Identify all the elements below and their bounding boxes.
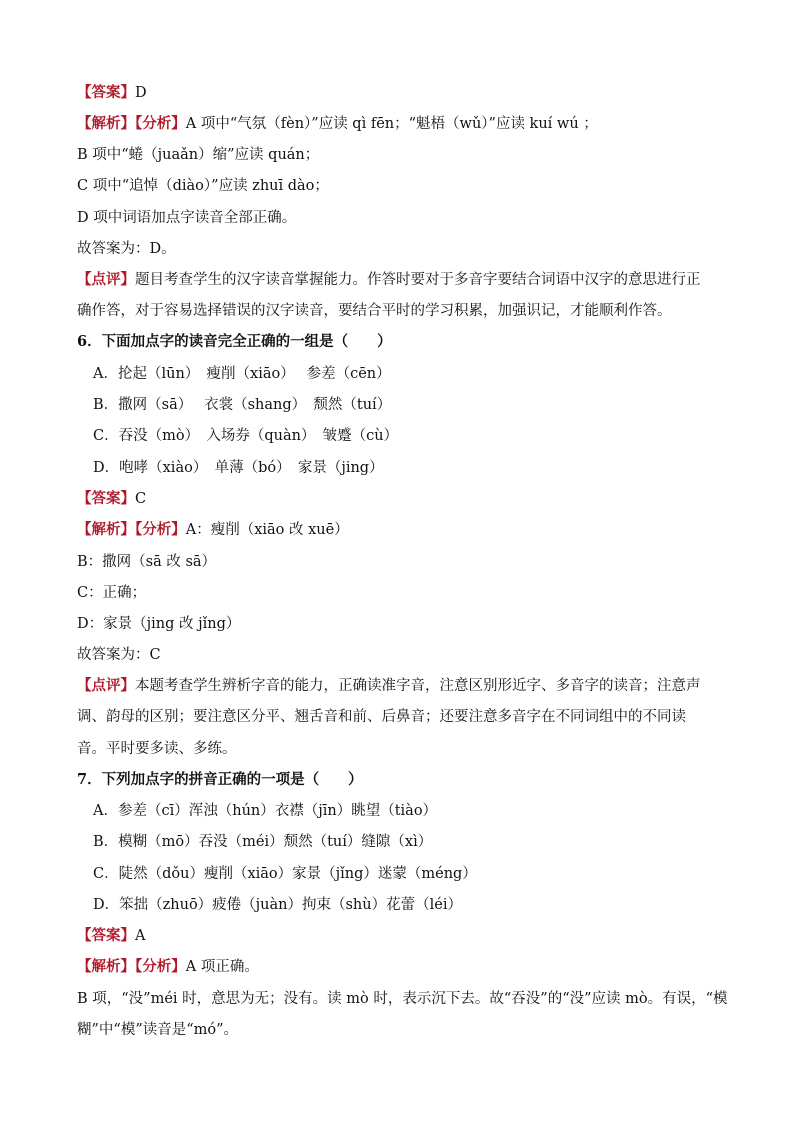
text-line [77, 114, 724, 134]
text-line [77, 614, 724, 634]
section-tag: 【解析】【分析】 [77, 958, 186, 975]
line-text: D．咆哮（xiào） 单薄（bó） 家景（jing） [93, 460, 384, 476]
answer-option [93, 832, 724, 852]
answer-option [93, 864, 724, 884]
line-text: D：家景（jing 改 jǐng） [77, 616, 241, 632]
answer-option [93, 458, 724, 478]
answer-option [93, 426, 724, 446]
answer-option [93, 395, 724, 415]
line-text: C：正确； [77, 585, 147, 601]
section-tag: 【点评】 [77, 677, 135, 694]
section-tag: 【解析】【分析】 [77, 115, 186, 132]
line-text: 故答案为：D。 [77, 241, 176, 257]
line-text: C 项中“追悼（diào）”应读 zhuī dào； [77, 178, 329, 194]
line-text: 本题考查学生辨析字音的能力，正确读准字音，注意区别形近字、多音字的读音；注意声 [135, 678, 701, 694]
line-text: B．模糊（mō）吞没（méi）颓然（tuí）缝隙（xì） [93, 834, 433, 850]
line-text: B：撒网（sā 改 sā） [77, 554, 217, 570]
line-text: 7．下列加点字的拼音正确的一项是（ ） [77, 771, 363, 788]
text-line [77, 739, 724, 759]
text-line [77, 707, 724, 727]
text-line [77, 583, 724, 603]
answer-option [93, 895, 724, 915]
line-text: A 项中“气氛（fèn）”应读 qì fēn；“魁梧（wǔ）”应读 kuí wú ； [185, 116, 598, 132]
line-text: 故答案为：C [77, 647, 161, 663]
section-tag: 【答案】 [77, 490, 135, 507]
text-line [77, 489, 724, 509]
text-line [77, 270, 724, 290]
line-text: A 项正确。 [185, 959, 259, 975]
line-text: D．笨拙（zhuō）疲倦（juàn）拘束（shù）花蕾（léi） [93, 897, 462, 913]
text-line [77, 1020, 724, 1040]
line-text: B 项中“蜷（juaǎn）缩”应读 quán； [77, 147, 320, 163]
line-text: A [135, 928, 146, 944]
text-line [77, 989, 728, 1009]
line-text: D [135, 85, 147, 101]
text-line [77, 520, 724, 540]
line-text: C．吞没（mò） 入场券（quàn） 皱蹙（cù） [93, 428, 399, 444]
text-line [77, 176, 724, 196]
section-tag: 【答案】 [77, 84, 135, 101]
line-text: C．陡然（dǒu）瘦削（xiāo）家景（jǐng）迷蒙（méng） [93, 866, 477, 882]
line-text: C [135, 491, 147, 507]
question-title [77, 332, 724, 352]
text-line [77, 957, 724, 977]
text-line [77, 83, 724, 103]
line-text: B 项，“没”méi 时，意思为无；没有。读 mò 时，表示沉下去。故“吞没”的“没”应读 mò。有误，“模 [77, 991, 728, 1007]
line-text: 糊”中“模”读音是“mó”。 [77, 1022, 239, 1038]
answer-option [93, 801, 724, 821]
text-line [77, 645, 724, 665]
text-line [77, 208, 724, 228]
section-tag: 【答案】 [77, 927, 135, 944]
text-line [77, 301, 724, 321]
line-text: B．撒网（sā） 衣裳（shang） 颓然（tuí） [93, 397, 392, 413]
line-text: 6．下面加点字的读音完全正确的一组是（ ） [77, 333, 392, 350]
line-text: 调、韵母的区别；要注意区分平、翘舌音和前、后鼻音；还要注意多音字在不同词组中的不同读 [77, 709, 686, 725]
text-line [77, 145, 724, 165]
line-text: 确作答，对于容易选择错误的汉字读音，要结合平时的学习积累，加强识记，才能顺利作答。 [77, 303, 672, 319]
line-text: 音。平时要多读、多练。 [77, 741, 237, 757]
answer-option [93, 364, 724, 384]
text-line [77, 926, 724, 946]
text-line [77, 239, 724, 259]
question-title [77, 770, 724, 790]
line-text: A：瘦削（xiāo 改 xuē） [185, 522, 349, 538]
line-text: A．抡起（lūn） 瘦削（xiāo） 参差（cēn） [93, 366, 391, 382]
text-line [77, 552, 724, 572]
line-text: 题目考查学生的汉字读音掌握能力。作答时要对于多音字要结合词语中汉字的意思进行正 [135, 272, 701, 288]
text-line [77, 676, 724, 696]
section-tag: 【点评】 [77, 271, 135, 288]
line-text: D 项中词语加点字读音全部正确。 [77, 210, 297, 226]
line-text: A．参差（cī）浑浊（hún）衣襟（jīn）眺望（tiào） [93, 803, 438, 819]
section-tag: 【解析】【分析】 [77, 521, 186, 538]
